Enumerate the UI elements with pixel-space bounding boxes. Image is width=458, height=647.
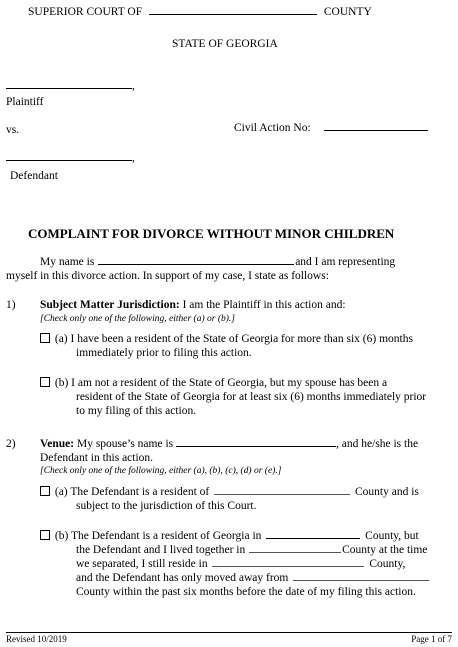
- court-heading: [28, 6, 372, 18]
- civil-action-label: Civil Action No:: [234, 122, 311, 134]
- section1-instruction: [Check only one of the following, either (a) or (b).]: [40, 314, 235, 324]
- moved-away-county-field[interactable]: [293, 580, 429, 581]
- footer-page-number: Page 1 of 7: [411, 634, 452, 644]
- lived-together-county-field[interactable]: [249, 552, 341, 553]
- section2-option-b: (b) The Defendant is a resident of Georgia in County, but: [40, 530, 419, 542]
- defendant-line-row: ,: [6, 152, 135, 164]
- section2-a-checkbox[interactable]: [40, 486, 50, 496]
- county-name-field[interactable]: [149, 13, 317, 15]
- section1-option-b: (b) I am not a resident of the State of Georgia, but my spouse has been a: [40, 377, 387, 389]
- defendant-label: Defendant: [10, 170, 58, 182]
- defendant-name-field[interactable]: [6, 159, 132, 161]
- section2-b-line5: County within the past six months before the date of my filing this action.: [76, 586, 416, 598]
- section1-heading: Subject Matter Jurisdiction: I am the Plaintiff in this action and:: [40, 299, 346, 311]
- section1-a-line2: immediately prior to filing this action.: [76, 347, 252, 359]
- georgia-county-field[interactable]: [266, 537, 360, 539]
- section1-b-line3: to my filing of this action.: [76, 405, 197, 417]
- section2-b-checkbox[interactable]: [40, 530, 50, 540]
- civil-action-row: [234, 122, 428, 134]
- intro-line-1: My name is and I am representing: [40, 256, 396, 268]
- document-title: COMPLAINT FOR DIVORCE WITHOUT MINOR CHILDREN: [28, 226, 395, 241]
- section2-b-line2: the Defendant and I lived together in County at the time: [76, 544, 428, 556]
- court-suffix: COUNTY: [323, 6, 372, 18]
- state-heading: STATE OF GEORGIA: [172, 38, 278, 50]
- section2-option-a: (a) The Defendant is a resident of County and is: [40, 486, 419, 498]
- section1-a-checkbox[interactable]: [40, 333, 50, 343]
- footer-divider: [6, 632, 452, 633]
- plaintiff-line-row: ,: [6, 80, 135, 92]
- plaintiff-name-field[interactable]: [6, 87, 132, 89]
- vs-label: vs.: [6, 124, 20, 136]
- intro-line-2: myself in this divorce action. In support of my case, I state as follows:: [6, 270, 329, 282]
- section2-number: 2): [6, 438, 16, 450]
- court-prefix: SUPERIOR COURT OF: [28, 6, 143, 18]
- section1-b-line2: resident of the State of Georgia for at least six (6) months immediately prior: [76, 391, 427, 403]
- plaintiff-label: Plaintiff: [6, 96, 44, 108]
- footer-revised: Revised 10/2019: [6, 634, 67, 644]
- section2-line2: Defendant in this action.: [40, 452, 154, 464]
- section1-option-a: (a) I have been a resident of the State of Georgia for more than six (6) months: [40, 333, 413, 345]
- reside-county-field[interactable]: [212, 566, 364, 567]
- section2-heading: Venue: My spouse’s name is , and he/she is the: [40, 438, 419, 450]
- civil-action-number-field[interactable]: [324, 129, 428, 131]
- section2-instruction: [Check only one of the following, either (a), (b), (c), (d) or (e).]: [40, 466, 282, 476]
- section2-a-line2: subject to the jurisdiction of this Court.: [76, 500, 257, 512]
- section1-number: 1): [6, 299, 16, 311]
- my-name-field[interactable]: [98, 263, 294, 265]
- section1-b-checkbox[interactable]: [40, 377, 50, 387]
- section2-b-line3: we separated, I still reside in County,: [76, 558, 406, 570]
- defendant-county-field[interactable]: [214, 494, 350, 495]
- section2-b-line4: and the Defendant has only moved away from: [76, 572, 429, 584]
- spouse-name-field[interactable]: [176, 445, 336, 447]
